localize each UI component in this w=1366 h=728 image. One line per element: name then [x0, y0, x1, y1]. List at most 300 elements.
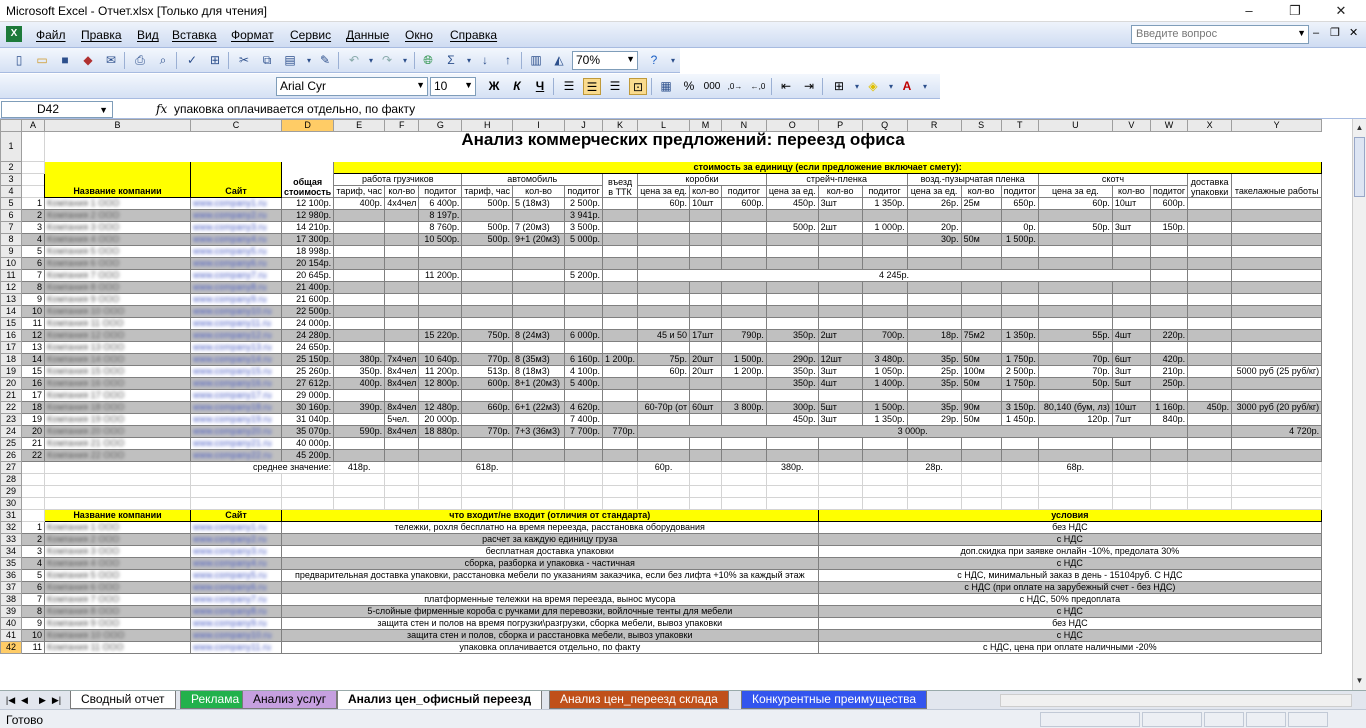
cell-q[interactable]: 1 350р.	[862, 198, 907, 210]
row-number[interactable]: 9	[22, 294, 45, 306]
cell-x[interactable]	[1188, 354, 1232, 366]
cell-g[interactable]: 11 200р.	[419, 270, 462, 282]
cell-j[interactable]	[565, 438, 603, 450]
cell-g[interactable]	[419, 342, 462, 354]
row-number[interactable]: 15	[22, 366, 45, 378]
cell-p[interactable]	[818, 390, 862, 402]
cell-w[interactable]	[1150, 282, 1187, 294]
cell-nn[interactable]	[721, 318, 766, 330]
cell-u[interactable]	[1038, 246, 1112, 258]
column-header-Q[interactable]: Q	[862, 120, 907, 132]
cell-w[interactable]: 600р.	[1150, 198, 1187, 210]
cell-t[interactable]	[1001, 438, 1038, 450]
percent-icon[interactable]: %	[683, 79, 695, 93]
cell-t[interactable]	[1001, 450, 1038, 462]
cell-f[interactable]: 4х4чел	[385, 198, 419, 210]
cell-f[interactable]: 8х4чел	[385, 366, 419, 378]
t2-incl-cell[interactable]: предварительная доставка упаковки, расстановка мебели по указаниям заказчика, если без лифта +10% за каждый этаж	[282, 570, 819, 582]
hdr-movers[interactable]: работа грузчиков	[334, 174, 462, 186]
cell-g[interactable]: 12 800р.	[419, 378, 462, 390]
cell-l[interactable]	[638, 450, 690, 462]
column-header-T[interactable]: T	[1001, 120, 1038, 132]
cell-g[interactable]	[419, 282, 462, 294]
cell[interactable]	[334, 486, 385, 498]
cell-j[interactable]: 5 400р.	[565, 378, 603, 390]
cell[interactable]	[22, 510, 45, 522]
cell[interactable]	[638, 486, 690, 498]
cell-x[interactable]	[1188, 426, 1232, 438]
cell-i[interactable]: 8 (35м3)	[513, 354, 565, 366]
cell-i[interactable]	[513, 450, 565, 462]
company-site[interactable]: www.company14.ru	[191, 354, 282, 366]
chevron-down-icon[interactable]: ▼	[626, 54, 635, 64]
cell-o[interactable]	[766, 246, 818, 258]
cell-m[interactable]	[690, 390, 722, 402]
cell-x[interactable]	[1188, 414, 1232, 426]
cell-l[interactable]	[638, 390, 690, 402]
cell-p[interactable]: 2шт	[818, 330, 862, 342]
cell-d[interactable]: 31 040р.	[282, 414, 334, 426]
cell-r[interactable]: 26р.	[907, 198, 961, 210]
cell-x[interactable]	[1188, 390, 1232, 402]
company-name[interactable]: Компания 8 ООО	[45, 606, 191, 618]
cell-f[interactable]	[385, 246, 419, 258]
cell-h[interactable]	[462, 438, 513, 450]
chevron-down-icon[interactable]: ▾	[922, 82, 927, 91]
cell[interactable]	[862, 486, 907, 498]
cell-d[interactable]: 29 000р.	[282, 390, 334, 402]
cell-t[interactable]	[1001, 282, 1038, 294]
cell-y[interactable]	[1232, 210, 1322, 222]
hdr-sub-unitprice3[interactable]: цена за ед.	[907, 186, 961, 198]
cell[interactable]	[1112, 474, 1150, 486]
cell-t[interactable]	[1001, 390, 1038, 402]
cell-nn[interactable]: 600р.	[721, 198, 766, 210]
select-all-corner[interactable]	[1, 120, 22, 132]
cell-s[interactable]: 50м	[961, 354, 1001, 366]
cell-l[interactable]: 60р.	[638, 366, 690, 378]
cell-h[interactable]	[462, 258, 513, 270]
company-name[interactable]: Компания 3 ООО	[45, 546, 191, 558]
cell-g[interactable]: 8 197р.	[419, 210, 462, 222]
row-header[interactable]: 38	[1, 594, 22, 606]
cell-x[interactable]	[1188, 306, 1232, 318]
cell-f[interactable]: 8х4чел	[385, 378, 419, 390]
cell-p[interactable]	[818, 282, 862, 294]
cell-r[interactable]	[907, 438, 961, 450]
cell-m[interactable]	[690, 450, 722, 462]
cell[interactable]	[462, 474, 513, 486]
company-name[interactable]: Компания 22 ООО	[45, 450, 191, 462]
t2-incl-cell[interactable]: упаковка оплачивается отдельно, по факту	[282, 642, 819, 654]
cell[interactable]	[862, 474, 907, 486]
hdr-sub-subtotal[interactable]: подитог	[862, 186, 907, 198]
cell[interactable]	[462, 486, 513, 498]
hdr-film[interactable]: стрейч-пленка	[766, 174, 907, 186]
cell-l[interactable]: 60-70р (от	[638, 402, 690, 414]
cell-w[interactable]: 210р.	[1150, 366, 1187, 378]
cell-s[interactable]	[961, 282, 1001, 294]
cell[interactable]	[690, 498, 722, 510]
cell-v[interactable]	[1112, 210, 1150, 222]
company-name[interactable]: Компания 19 ООО	[45, 414, 191, 426]
cell-u[interactable]: 70р.	[1038, 366, 1112, 378]
cell-h[interactable]	[462, 414, 513, 426]
cell-o[interactable]	[766, 318, 818, 330]
cell-p[interactable]	[818, 294, 862, 306]
cell-l[interactable]	[638, 258, 690, 270]
cell-t[interactable]: 1 750р.	[1001, 354, 1038, 366]
cell-y[interactable]	[1232, 234, 1322, 246]
cell[interactable]	[690, 486, 722, 498]
cell-y[interactable]: 3000 руб (20 руб/кг)	[1232, 402, 1322, 414]
autosum-icon[interactable]: Σ	[447, 53, 455, 67]
menu-data[interactable]: Данные	[346, 28, 390, 42]
menu-tools[interactable]: Сервис	[290, 28, 332, 42]
cell-f[interactable]	[385, 282, 419, 294]
cell-g[interactable]: 20 000р.	[419, 414, 462, 426]
cell-r[interactable]	[907, 450, 961, 462]
cell-h[interactable]: 600р.	[462, 378, 513, 390]
merge-center-icon[interactable]: ⊡	[629, 78, 647, 95]
cell[interactable]	[1188, 486, 1232, 498]
row-header[interactable]: 41	[1, 630, 22, 642]
cell-q[interactable]: 700р.	[862, 330, 907, 342]
row-header[interactable]: 13	[1, 294, 22, 306]
cell-l[interactable]	[638, 234, 690, 246]
cell-d[interactable]: 24 280р.	[282, 330, 334, 342]
cell-nn[interactable]	[721, 414, 766, 426]
hdr-sub-subtotal[interactable]: подитог	[721, 186, 766, 198]
cell-k[interactable]	[603, 450, 638, 462]
cell-p[interactable]	[818, 258, 862, 270]
t2-row-number[interactable]: 11	[22, 642, 45, 654]
cell-v[interactable]: 7шт	[1112, 414, 1150, 426]
company-site[interactable]: www.company18.ru	[191, 402, 282, 414]
hdr-ttk[interactable]: въезд в ТТК	[603, 174, 638, 198]
row-header[interactable]: 5	[1, 198, 22, 210]
cell-v[interactable]	[1112, 258, 1150, 270]
formula-input[interactable]: упаковка оплачивается отдельно, по факту	[174, 102, 416, 116]
minimize-button[interactable]: –	[1245, 3, 1253, 18]
cell[interactable]	[565, 474, 603, 486]
cell-i[interactable]: 9+1 (20м3)	[513, 234, 565, 246]
column-header-J[interactable]: J	[565, 120, 603, 132]
cell-m[interactable]: 20шт	[690, 366, 722, 378]
cell[interactable]	[22, 486, 45, 498]
row-header[interactable]: 19	[1, 366, 22, 378]
menu-window[interactable]: Окно	[405, 28, 433, 42]
cell[interactable]	[513, 474, 565, 486]
cell-q[interactable]	[862, 306, 907, 318]
cell-k[interactable]	[603, 330, 638, 342]
cell[interactable]	[191, 474, 282, 486]
cell-g[interactable]: 10 640р.	[419, 354, 462, 366]
cell-nn[interactable]	[721, 342, 766, 354]
company-name[interactable]: Компания 15 ООО	[45, 366, 191, 378]
tab-reklama[interactable]: Реклама	[180, 691, 250, 709]
cell-k[interactable]	[603, 270, 638, 282]
company-site[interactable]: www.company9.ru	[191, 294, 282, 306]
cell[interactable]	[1112, 486, 1150, 498]
cell-t[interactable]: 3 150р.	[1001, 402, 1038, 414]
row-number[interactable]: 8	[22, 282, 45, 294]
font-name-select[interactable]	[276, 77, 428, 96]
cell-w[interactable]: 150р.	[1150, 222, 1187, 234]
cell-p[interactable]	[818, 234, 862, 246]
cell-i[interactable]	[513, 414, 565, 426]
cell-r[interactable]: 18р.	[907, 330, 961, 342]
cell[interactable]	[334, 474, 385, 486]
cell-j[interactable]: 4 100р.	[565, 366, 603, 378]
cell-e[interactable]	[334, 246, 385, 258]
cell-v[interactable]	[1112, 390, 1150, 402]
worksheet-grid[interactable]	[0, 119, 1352, 690]
cell-t[interactable]	[1001, 306, 1038, 318]
row-header[interactable]: 25	[1, 438, 22, 450]
cell[interactable]	[961, 486, 1001, 498]
cell-s[interactable]	[961, 342, 1001, 354]
cell-l[interactable]	[638, 438, 690, 450]
row-header[interactable]: 15	[1, 318, 22, 330]
hdr-sub-tariff[interactable]: тариф, час	[334, 186, 385, 198]
cell-j[interactable]	[565, 306, 603, 318]
t2-row-number[interactable]: 8	[22, 606, 45, 618]
column-header-V[interactable]: V	[1112, 120, 1150, 132]
cell-e[interactable]	[334, 294, 385, 306]
hdr-sub-tariff2[interactable]: тариф, час	[462, 186, 513, 198]
row-header[interactable]: 29	[1, 486, 22, 498]
column-header-C[interactable]: C	[191, 120, 282, 132]
row-header[interactable]: 31	[1, 510, 22, 522]
cell-q[interactable]	[862, 450, 907, 462]
cell-h[interactable]: 770р.	[462, 354, 513, 366]
row-header[interactable]: 37	[1, 582, 22, 594]
hdr-site[interactable]: Сайт	[191, 162, 282, 198]
t2-incl-cell[interactable]: защита стен и полов, сборка и расстановка мебели, вывоз упаковки	[282, 630, 819, 642]
cell[interactable]	[565, 498, 603, 510]
prev-sheet-icon[interactable]: ◀	[21, 695, 28, 705]
cell-w[interactable]	[1150, 210, 1187, 222]
excel-icon[interactable]: X	[6, 26, 22, 42]
hdr-sub-qty[interactable]: кол-во	[690, 186, 722, 198]
cell[interactable]	[462, 498, 513, 510]
company-name[interactable]: Компания 4 ООО	[45, 234, 191, 246]
cell[interactable]	[385, 486, 419, 498]
column-header-G[interactable]: G	[419, 120, 462, 132]
cell-d[interactable]: 25 260р.	[282, 366, 334, 378]
cell-d[interactable]: 35 070р.	[282, 426, 334, 438]
cell-e[interactable]	[334, 330, 385, 342]
tab-konkurent[interactable]: Конкурентные преимущества	[741, 691, 927, 709]
comma-style-icon[interactable]: 000	[703, 81, 721, 92]
row-header[interactable]: 12	[1, 282, 22, 294]
cell-i[interactable]	[513, 246, 565, 258]
cell[interactable]	[818, 498, 862, 510]
company-name[interactable]: Компания 14 ООО	[45, 354, 191, 366]
row-header[interactable]: 18	[1, 354, 22, 366]
company-site[interactable]: www.company11.ru	[191, 642, 282, 654]
cell-y[interactable]	[1232, 318, 1322, 330]
cell-y[interactable]	[1232, 258, 1322, 270]
tab-svodny[interactable]: Сводный отчет	[70, 691, 176, 709]
cell-v[interactable]	[1112, 438, 1150, 450]
cell-t[interactable]	[1001, 342, 1038, 354]
company-name[interactable]: Компания 16 ООО	[45, 378, 191, 390]
toolbar-options-icon[interactable]: ▾	[670, 56, 675, 65]
cell[interactable]	[1188, 498, 1232, 510]
cell-v[interactable]: 3шт	[1112, 366, 1150, 378]
company-site[interactable]: www.company7.ru	[191, 270, 282, 282]
cell-w[interactable]	[1150, 342, 1187, 354]
cell-h[interactable]: 660р.	[462, 402, 513, 414]
cell-m[interactable]	[690, 234, 722, 246]
cell-x[interactable]	[1188, 258, 1232, 270]
cell-g[interactable]: 11 200р.	[419, 366, 462, 378]
t2-incl-cell[interactable]: платформенные тележки на время переезда, вынос мусора	[282, 594, 819, 606]
company-site[interactable]: www.company20.ru	[191, 426, 282, 438]
cell-e[interactable]: 390р.	[334, 402, 385, 414]
cell-g[interactable]	[419, 390, 462, 402]
cell-h[interactable]: 500р.	[462, 222, 513, 234]
cell-x[interactable]	[1188, 342, 1232, 354]
cell[interactable]	[1038, 474, 1112, 486]
column-header-X[interactable]: X	[1188, 120, 1232, 132]
cell-r[interactable]: 35р.	[907, 354, 961, 366]
row-header[interactable]: 42	[1, 642, 22, 654]
cell-f[interactable]	[385, 438, 419, 450]
hdr-tape[interactable]: скотч	[1038, 174, 1187, 186]
t2-row-number[interactable]: 10	[22, 630, 45, 642]
row-header[interactable]: 24	[1, 426, 22, 438]
cell-k[interactable]	[603, 306, 638, 318]
t2-row-number[interactable]: 7	[22, 594, 45, 606]
cell-y[interactable]	[1232, 270, 1322, 282]
cell-g[interactable]	[419, 438, 462, 450]
company-site[interactable]: www.company8.ru	[191, 606, 282, 618]
t2-cond-cell[interactable]: с НДС, минимальный заказ в день - 15104руб. С НДС	[818, 570, 1322, 582]
cell[interactable]	[1001, 498, 1038, 510]
cell-o[interactable]	[766, 258, 818, 270]
font-color-icon[interactable]: A	[902, 79, 912, 93]
cell-o[interactable]: 450р.	[766, 414, 818, 426]
avg-f[interactable]	[385, 462, 419, 474]
cell-e[interactable]	[334, 390, 385, 402]
avg-p[interactable]	[818, 462, 862, 474]
print-icon[interactable]: ⎙	[135, 53, 145, 67]
cell-d[interactable]: 17 300р.	[282, 234, 334, 246]
cell-j[interactable]: 5 200р.	[565, 270, 603, 282]
cell-y[interactable]	[1232, 246, 1322, 258]
row-number[interactable]: 19	[22, 414, 45, 426]
cell-u[interactable]	[1038, 342, 1112, 354]
cell[interactable]	[45, 474, 191, 486]
cell-h[interactable]: 500р.	[462, 234, 513, 246]
hdr-sub-subtotal[interactable]: подитог	[419, 186, 462, 198]
row-header[interactable]: 30	[1, 498, 22, 510]
company-name[interactable]: Компания 4 ООО	[45, 558, 191, 570]
cell-m[interactable]: 20шт	[690, 354, 722, 366]
chevron-down-icon[interactable]: ▾	[888, 82, 893, 91]
chevron-down-icon[interactable]: ▾	[466, 56, 471, 65]
cell-r[interactable]: 30р.	[907, 234, 961, 246]
cell[interactable]	[22, 174, 45, 186]
company-name[interactable]: Компания 11 ООО	[45, 318, 191, 330]
tab-analiz-ofis[interactable]: Анализ цен_офисный переезд	[337, 691, 542, 710]
menu-help[interactable]: Справка	[450, 28, 498, 42]
cell-u[interactable]: 80,140 (бум, лз)	[1038, 402, 1112, 414]
cell[interactable]	[961, 474, 1001, 486]
cell-q[interactable]: 1 000р.	[862, 222, 907, 234]
cell-t[interactable]: 650р.	[1001, 198, 1038, 210]
company-name[interactable]: Компания 21 ООО	[45, 438, 191, 450]
cell-j[interactable]: 2 500р.	[565, 198, 603, 210]
column-header-H[interactable]: H	[462, 120, 513, 132]
cell-l[interactable]: 60р.	[638, 198, 690, 210]
cell-nn[interactable]	[721, 246, 766, 258]
cell[interactable]	[1188, 474, 1232, 486]
row-header[interactable]: 26	[1, 450, 22, 462]
cell[interactable]	[22, 474, 45, 486]
menu-insert[interactable]: Вставка	[172, 28, 217, 42]
cell-t[interactable]	[1001, 246, 1038, 258]
cell-p[interactable]: 12шт	[818, 354, 862, 366]
cell-s[interactable]	[961, 294, 1001, 306]
cell-w[interactable]	[1150, 390, 1187, 402]
row-header[interactable]: 7	[1, 222, 22, 234]
cell-q[interactable]	[862, 342, 907, 354]
company-name[interactable]: Компания 5 ООО	[45, 246, 191, 258]
avg-nn[interactable]	[721, 462, 766, 474]
cell-o[interactable]	[766, 450, 818, 462]
cell-k[interactable]	[603, 234, 638, 246]
cell-e[interactable]	[334, 258, 385, 270]
row-header[interactable]: 17	[1, 342, 22, 354]
sort-ascending-icon[interactable]: ↓	[482, 53, 488, 67]
t2-incl-cell[interactable]: расчет за каждую единицу груза	[282, 534, 819, 546]
cell-nn[interactable]	[721, 222, 766, 234]
cell-x[interactable]	[1188, 246, 1232, 258]
increase-decimal-icon[interactable]: ,0→	[727, 82, 743, 91]
cell-q[interactable]: 1 350р.	[862, 414, 907, 426]
cell-d[interactable]: 21 600р.	[282, 294, 334, 306]
cell-u[interactable]	[1038, 450, 1112, 462]
cell-u[interactable]: 120р.	[1038, 414, 1112, 426]
hdr-bubble[interactable]: возд.-пузырчатая пленка	[907, 174, 1038, 186]
new-icon[interactable]: ▯	[15, 53, 23, 67]
cell-x[interactable]	[1188, 378, 1232, 390]
cell-k[interactable]	[603, 294, 638, 306]
company-site[interactable]: www.company8.ru	[191, 282, 282, 294]
cell-q[interactable]	[862, 282, 907, 294]
company-name[interactable]: Компания 11 ООО	[45, 642, 191, 654]
cell-u[interactable]	[1038, 318, 1112, 330]
chevron-down-icon[interactable]: ▾	[854, 82, 859, 91]
cell[interactable]	[638, 498, 690, 510]
company-name[interactable]: Компания 10 ООО	[45, 630, 191, 642]
cell-t[interactable]: 1 350р.	[1001, 330, 1038, 342]
company-name[interactable]: Компания 10 ООО	[45, 306, 191, 318]
company-site[interactable]: www.company3.ru	[191, 546, 282, 558]
row-header[interactable]: 20	[1, 378, 22, 390]
row-number[interactable]: 13	[22, 342, 45, 354]
horizontal-scrollbar[interactable]	[1000, 694, 1352, 707]
cell-f[interactable]: 5чел.	[385, 414, 419, 426]
cell-x[interactable]	[1188, 330, 1232, 342]
cell-u[interactable]	[1038, 294, 1112, 306]
cell-w[interactable]	[1150, 258, 1187, 270]
row-number[interactable]: 7	[22, 270, 45, 282]
